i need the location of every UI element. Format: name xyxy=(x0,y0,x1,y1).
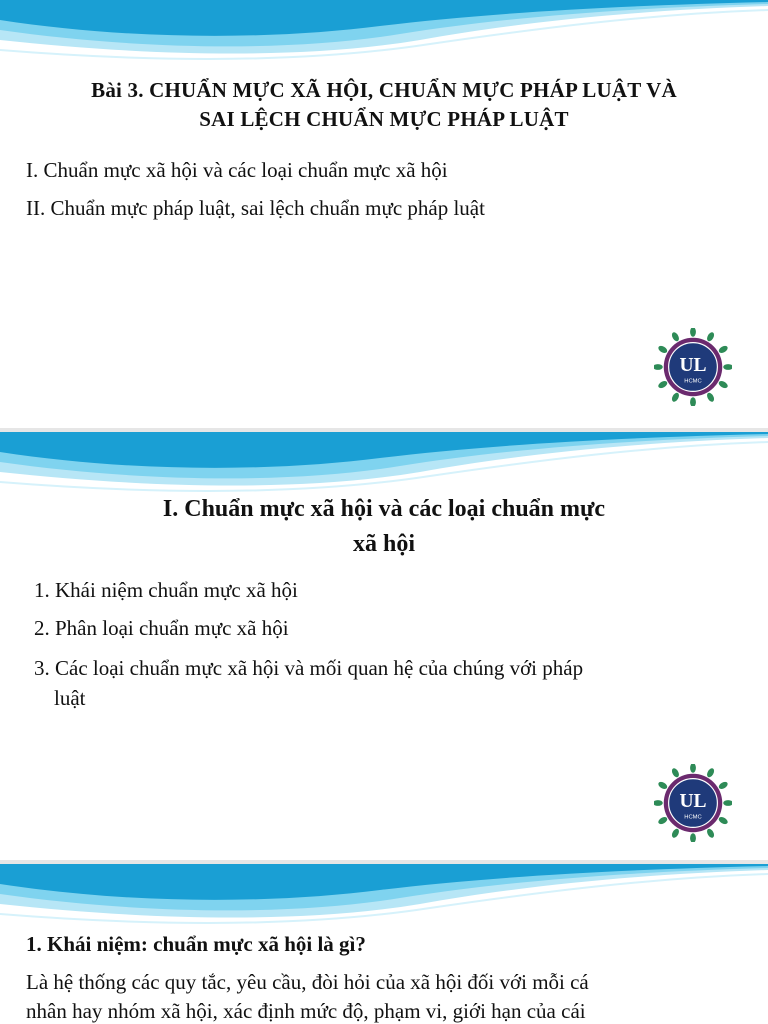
outline-item-continuation: luật xyxy=(54,686,86,710)
slide-title-line-1: I. Chuẩn mực xã hội và các loại chuẩn mực xyxy=(162,496,606,522)
slide-title-line-2: xã hội xyxy=(352,531,415,557)
outline-item: II. Chuẩn mực pháp luật, sai lệch chuẩn mực pháp luật xyxy=(26,196,485,220)
outline-item: I. Chuẩn mực xã hội và các loại chuẩn mực xã hội xyxy=(26,158,448,182)
logo-caption: HCMC xyxy=(684,378,702,385)
body-line-2: nhân hay nhóm xã hội, xác định mức độ, phạm vi, giới hạn của cái xyxy=(26,999,586,1023)
header-wave-decoration xyxy=(0,0,768,80)
slide-title-line-2: SAI LỆCH CHUẨN MỰC PHÁP LUẬT xyxy=(199,107,569,131)
slide-title xyxy=(0,492,768,562)
slide-2 xyxy=(0,432,768,860)
slide-1 xyxy=(0,0,768,428)
slide-title xyxy=(0,76,768,134)
outline-item: 1. Khái niệm chuẩn mực xã hội xyxy=(34,578,298,602)
logo-letters: UL xyxy=(679,354,707,376)
university-logo-seal xyxy=(654,764,732,842)
section-heading: 1. Khái niệm: chuẩn mực xã hội là gì? xyxy=(26,932,366,956)
logo-caption: HCMC xyxy=(684,814,702,821)
outline-item: 2. Phân loại chuẩn mực xã hội xyxy=(34,616,289,640)
section-body xyxy=(26,968,746,1024)
logo-letters: UL xyxy=(679,790,707,812)
outline-item: 3. Các loại chuẩn mực xã hội và mối quan hệ của chúng với pháp xyxy=(34,656,584,680)
body-line-1: Là hệ thống các quy tắc, yêu cầu, đòi hỏi của xã hội đối với mỗi cá xyxy=(26,970,589,994)
university-logo-seal xyxy=(654,328,732,406)
slide-3 xyxy=(0,864,768,1024)
slide-title-line-1: Bài 3. CHUẨN MỰC XÃ HỘI, CHUẨN MỰC PHÁP LUẬT VÀ xyxy=(91,78,677,102)
